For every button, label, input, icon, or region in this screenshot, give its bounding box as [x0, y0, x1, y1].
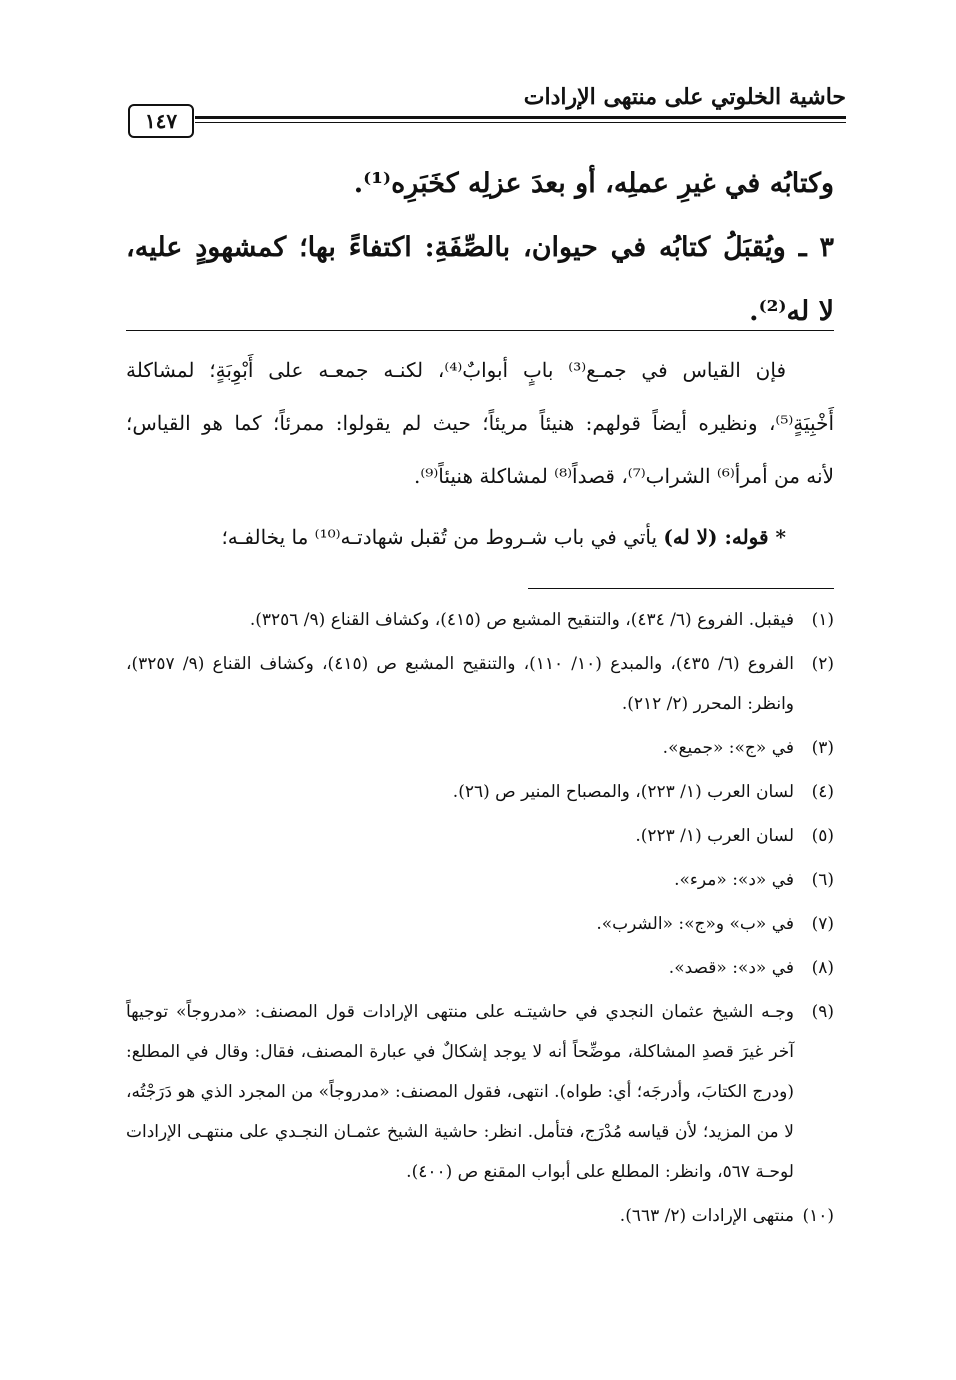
footnote-number: (٧) [811, 914, 834, 934]
qawl-marker: * قوله: (لا له) [663, 525, 786, 549]
footnote-text: في «ب» و«ج»: «الشرب». [596, 914, 794, 934]
footnote-text: في «د»: «قصد». [668, 958, 794, 978]
matn-line-3: لا له⁽²⁾. [749, 296, 834, 327]
commentary-line-3: لأنه من أمرأ⁽⁶⁾ الشراب⁽⁷⁾، قصداً⁽⁸⁾ لمشاكلة هنيئاً⁽⁹⁾. [414, 464, 834, 488]
footnote-text: في «ج»: «جميع». [662, 738, 794, 758]
footnote-text: الفروع (٦/ ٤٣٥)، والمبدع (١٠/ ١١٠)، والتنقيح المشبع ص (٤١٥)، وكشاف القناع (٩/ ٣٢٥٧)، وانظر: المحرر (٢/ ٢١٢). [126, 654, 795, 714]
footnote [126, 772, 834, 812]
footnote [126, 728, 834, 768]
footnote [126, 948, 834, 988]
footnote [126, 600, 834, 640]
footnote-text: لسان العرب (١/ ٢٢٣). [635, 826, 794, 846]
footnote-text: منتهى الإرادات (٢/ ٦٦٣). [619, 1206, 794, 1226]
footnotes-list [126, 600, 834, 1240]
footnote-number: (٨) [811, 958, 834, 978]
footnote [126, 860, 834, 900]
footnote-number: (٢) [811, 654, 834, 674]
footnote-number: (٦) [811, 870, 834, 890]
footnote-number: (٣) [811, 738, 834, 758]
commentary-qawl [126, 511, 834, 564]
footnote [126, 644, 834, 724]
running-header-title: حاشية الخلوتي على منتهى الإرادات [523, 84, 846, 110]
footnote-number: (٤) [811, 782, 834, 802]
footnote-separator [528, 588, 834, 589]
header-rule-thin [195, 122, 846, 123]
qawl-text: يأتي في باب شـروط من تُقبل شهادتـه⁽¹⁰⁾ ما يخالفـه؛ [221, 525, 658, 549]
page-number: ١٤٧ [128, 104, 194, 138]
matn-line-1: وكتابُه في غيرِ عملِه، أو بعدَ عزلِه كخَبَرِه⁽¹⁾. [353, 168, 834, 199]
commentary-line-2: أَخْبِيَةٍ⁽⁵⁾، ونظيره أيضاً قولهم: هنيئاً مريئاً؛ حيث لم يقولوا: ممرئاً؛ كما هو القياس؛ [126, 411, 834, 435]
footnote-number: (١٠) [802, 1206, 834, 1226]
matn-separator [126, 330, 834, 331]
footnote-number: (٥) [811, 826, 834, 846]
header-rule [195, 116, 846, 119]
commentary-text [126, 344, 834, 564]
footnote-text: لسان العرب (١/ ٢٢٣)، والمصباح المنير ص (٢٦). [452, 782, 794, 802]
matn-text [126, 152, 834, 344]
footnote-number: (١) [811, 610, 834, 630]
footnote [126, 816, 834, 856]
footnote [126, 904, 834, 944]
footnote [126, 1196, 834, 1236]
footnote-text: وجـه الشيخ عثمان النجدي في حاشيتـه على منتهى الإرادات قول المصنف: «مدروجاً» توجيهاً آخر غيرَ قصدِ المشاكلة، موضِّحاً أنه لا يوجد إشكالٌ في عبارة المصنف، فقال: وقال في المطلع: (ودرج الكتابَ، وأدرجَه؛ أي: طواه). انتهى، فقول المصنف: «مدروجاً» من المجرد الذي هو دَرَجْتُه، لا من المزيد؛ لأن قياسه مُدْرَج، فتأمل. انظر: حاشية الشيخ عثمـان النجـدي على منتهـى الإرادات لوحـة ٥٦٧، وانظر: المطلع على أبواب المقنع ص (٤٠٠). [126, 1002, 794, 1182]
footnote [126, 992, 834, 1192]
commentary-line-1: فإن القياس في جمـع⁽³⁾ بابٍ أبوابٌ⁽⁴⁾، لكنـه جمعـه على أَبْوِبَةٍ؛ لمشاكلة [126, 358, 787, 382]
footnote-number: (٩) [811, 1002, 834, 1022]
matn-line-2: ٣ ـ ويُقبَلُ كتابُه في حيوان، بالصِّفَةِ: اكتفاءً بها؛ كمشهودٍ عليه، [126, 232, 834, 263]
footnote-text: في «د»: «مرء». [674, 870, 794, 890]
footnote-text: فيقبل. الفروع (٦/ ٤٣٤)، والتنقيح المشبع ص (٤١٥)، وكشاف القناع (٩/ ٣٢٥٦). [249, 610, 794, 630]
